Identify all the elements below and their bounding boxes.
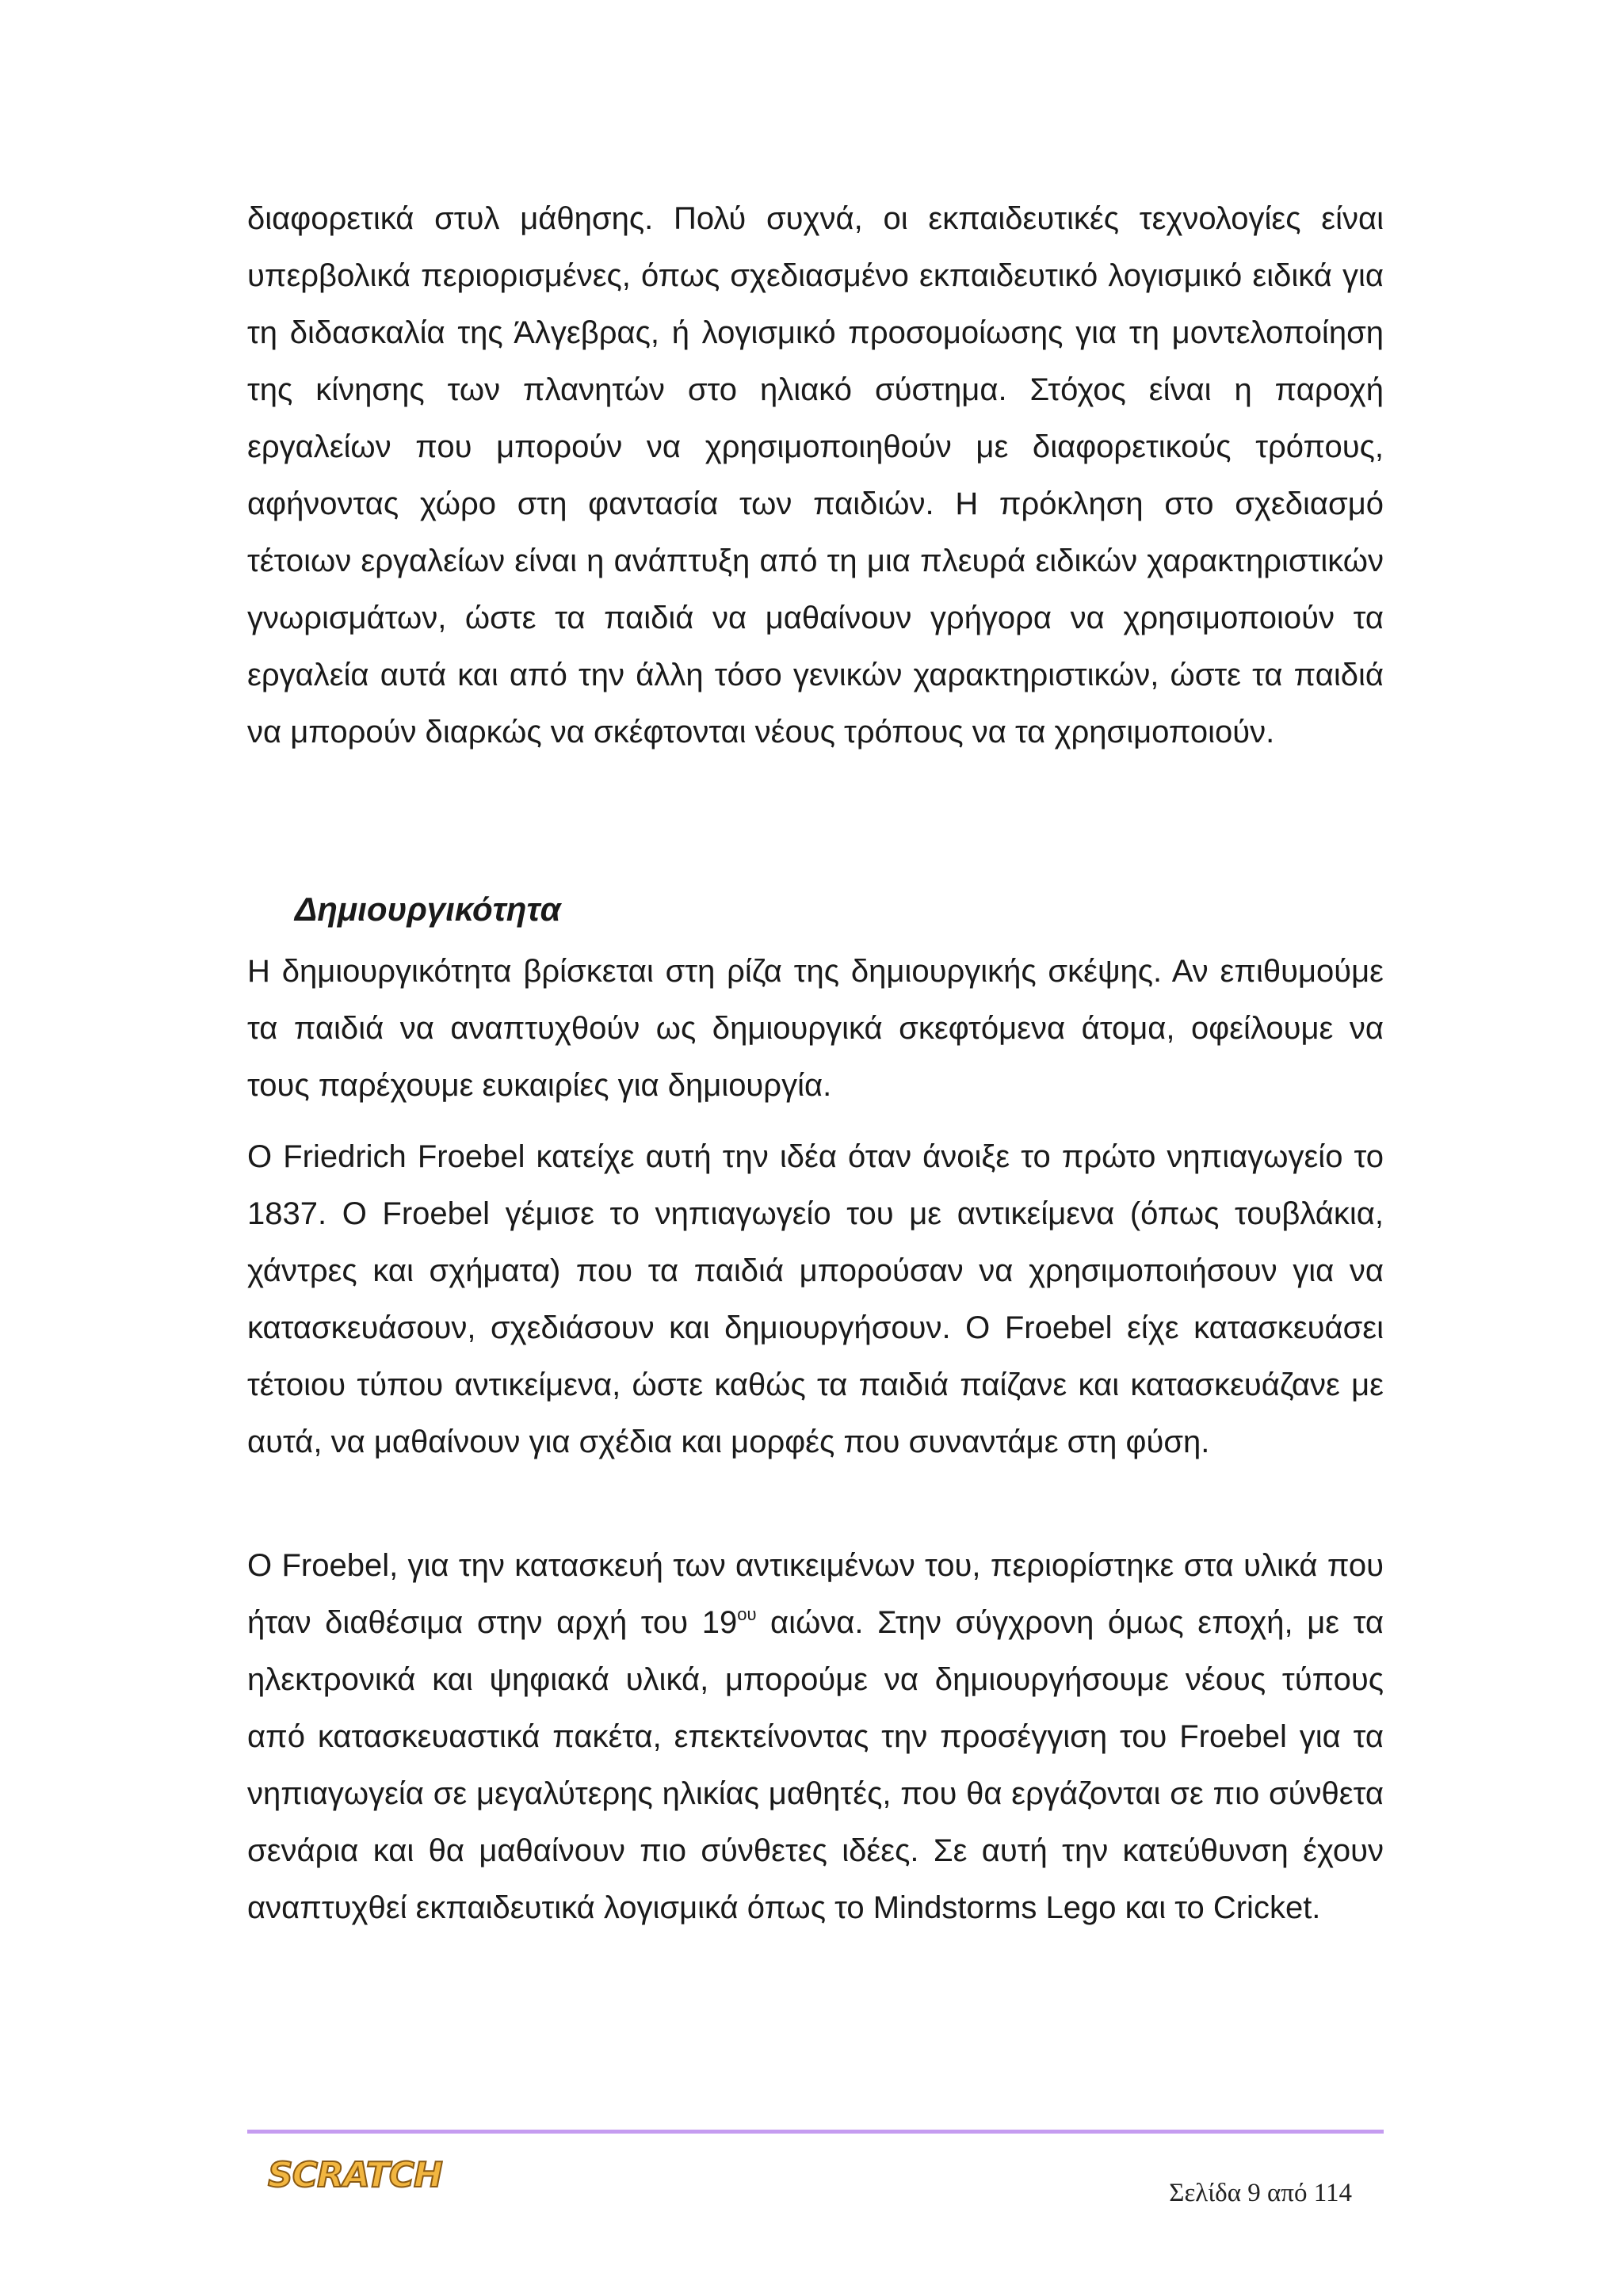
body-paragraph-3: Ο Friedrich Froebel κατείχε αυτή την ιδέα όταν άνοιξε το πρώτο νηπιαγωγείο το 1837. Ο Froebel γέμισε το νηπιαγωγείο του με αντικείμενα (όπως τουβλάκια, χάντρες και σχήματα) που τα παιδιά μπορούσαν να χρησιμοποιήσουν για να κατασκευάσουν, σχεδιάσουν και δημιουργήσουν. Ο Froebel είχε κατασκευάσει τέτοιου τύπου αντικείμενα, ώστε καθώς τα παιδιά παίζανε και κατασκευάζανε με αυτά, να μαθαίνουν για σχέδια και μορφές που συναντάμε στη φύση. <box>247 1139 1384 1459</box>
footer-divider <box>247 2130 1384 2134</box>
paragraph-4-text-end: αιώνα. Στην σύγχρονη όμως εποχή, με τα ηλεκτρονικά και ψηφιακά υλικά, μπορούμε να δημιουργήσουμε νέους τύπους από κατασκευαστικά πακέτα, επεκτείνοντας την προσέγγιση του Froebel για τα νηπιαγωγεία σε μεγαλύτερης ηλικίας μαθητές, που θα εργάζονται σε πιο σύνθετα σενάρια και θα μαθαίνουν πιο σύνθετες ιδέες. Σε αυτή την κατεύθυνση έχουν αναπτυχθεί εκπαιδευτικά λογισμικά όπως το Mindstorms Lego και το Cricket. <box>247 1605 1384 1925</box>
ordinal-superscript: ου <box>737 1604 757 1624</box>
page-number: Σελίδα 9 από 114 <box>1169 2179 1352 2207</box>
section-heading: Δημιουργικότητα <box>295 891 561 928</box>
paragraph-4-text-start: Ο Froebel, για την κατασκευή των αντικειμένων του, περιορίστηκε στα υλικά που ήταν διαθέσιμα στην αρχή του 19 <box>247 1548 1384 1640</box>
scratch-logo <box>265 2141 442 2204</box>
body-paragraph-1: διαφορετικά στυλ μάθησης. Πολύ συχνά, οι εκπαιδευτικές τεχνολογίες είναι υπερβολικά περιορισμένες, όπως σχεδιασμένο εκπαιδευτικό λογισμικό ειδικά για τη διδασκαλία της Άλγεβρας, ή λογισμικό προσομοίωσης για τη μοντελοποίηση της κίνησης των πλανητών στο ηλιακό σύστημα. Στόχος είναι η παροχή εργαλείων που μπορούν να χρησιμοποιηθούν με διαφορετικούς τρόπους, αφήνοντας χώρο στη φαντασία των παιδιών. Η πρόκληση στο σχεδιασμό τέτοιων εργαλείων είναι η ανάπτυξη από τη μια πλευρά ειδικών χαρακτηριστικών γνωρισμάτων, ώστε τα παιδιά να μαθαίνουν γρήγορα να χρησιμοποιούν τα εργαλεία αυτά και από την άλλη τόσο γενικών χαρακτηριστικών, ώστε τα παιδιά να μπορούν διαρκώς να σκέφτονται νέους τρόπους να τα χρησιμοποιούν. <box>247 201 1384 749</box>
body-paragraph-4 <box>247 1537 1384 1936</box>
scratch-logo-text: SCRATCH <box>268 2155 442 2195</box>
body-paragraph-2: Η δημιουργικότητα βρίσκεται στη ρίζα της δημιουργικής σκέψης. Αν επιθυμούμε τα παιδιά να αναπτυχθούν ως δημιουργικά σκεφτόμενα άτομα, οφείλουμε να τους παρέχουμε ευκαιρίες για δημιουργία. <box>247 954 1384 1103</box>
